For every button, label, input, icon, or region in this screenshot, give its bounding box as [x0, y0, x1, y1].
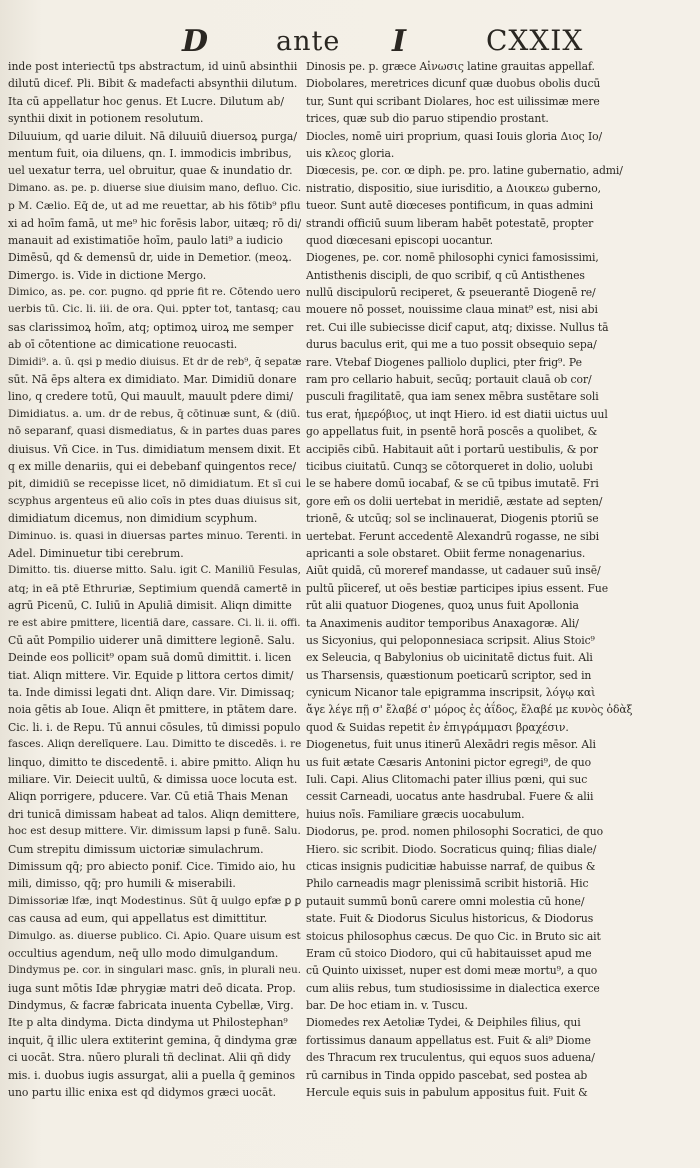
text-line: Cū aūt Pompilio uiderer unā dimittere legionē. Salu. — [8, 633, 295, 647]
text-line: cum aliis rebus, tum studiosissime in dialectica exerce — [306, 981, 600, 995]
text-line: Diluuium, qd uarie diluit. Nā diluuiū diuersoꝝ purga/ — [8, 129, 297, 143]
text-line: synthii dixit in potionem resolutum. — [8, 112, 204, 126]
right-column — [306, 58, 690, 1101]
text-line: miliare. Vir. Deiecit uultū, & dimissa uoce locuta est. — [8, 773, 298, 787]
text-line: diuisus. Vñ Cice. in Tus. dimidiatum mensem dixit. Et — [8, 442, 301, 456]
text-line: scyphus argenteus eū alio coīs in ptes duas diuisus sit, — [8, 494, 301, 507]
text-line: Hercule equis suis in pabulum appositus fuit. Fuit & — [306, 1086, 588, 1100]
text-line: us Tharsensis, quæstionum poeticarū scriptor, sed in — [306, 668, 592, 682]
text-line: Cic. li. i. de Repu. Tū annui cōsules, tū dimissi populo — [8, 720, 301, 734]
text-line: ret. Cui ille subiecisse dicif caput, atq; dixisse. Nullus tā — [306, 320, 609, 334]
text-line: Philo carneadis magr plenissimā scribit historiā. Hic — [306, 877, 589, 891]
text-line: Diminuo. is. quasi in diuersas partes minuo. Terenti. in — [8, 529, 301, 542]
text-line: ab oī cōtentione ac dimicatione reuocasti. — [8, 338, 238, 352]
text-line: q ex mille denariis, qui ei debebanf quingentos rece/ — [8, 459, 297, 473]
text-line: rare. Vtebaf Diogenes palliolo duplici, pter frig⁹. Pe — [306, 355, 582, 369]
text-line: us fuit ætate Cæsaris Antonini pictor egregi⁹, de quo — [306, 755, 592, 769]
text-line: cessit Carneadi, uocatus ante hasdrubal. Fuere & alii — [306, 790, 594, 804]
text-line: quod & Suidas repetit ἐν ἐπιγράμμασι βραχέσιν. — [306, 720, 569, 734]
text-line: Diogenetus, fuit unus itinerū Alexādri regis mēsor. Ali — [306, 738, 596, 752]
text-line: xi ad hoīm famā, ut me⁹ hic forēsis labor, uitæq; rō di/ — [8, 216, 301, 230]
text-line: stoicus philosophus cæcus. De quo Cic. in Bruto sic ait — [306, 929, 601, 943]
text-line: inquit, q̄ illic ulera extiterint gemina, q̄ dindyma græ — [8, 1033, 297, 1047]
text-line: Dimidi⁹. a. ū. qsi p medio diuisus. Et dr de reb⁹, q̄ sepatæ — [8, 356, 301, 368]
text-line: uis κλεος gloria. — [306, 146, 395, 160]
left-column — [8, 58, 301, 1101]
text-line: re est abire pmittere, licentiā dare, cassare. Ci. li. ii. offi. — [8, 617, 301, 629]
text-line: Diocles, nomē uiri proprium, quasi Iouis gloria Διος Ιο/ — [306, 129, 603, 143]
text-line: Dimidiatus. a. um. dr de rebus, q̄ cōtinuæ sunt, & (diū. — [8, 407, 301, 420]
text-line: Dindymus pe. cor. in singulari masc. gnīs, in plurali neu. — [8, 964, 301, 977]
text-line: apricanti a sole obstaret. Obiit ferme nonagenarius. — [306, 546, 586, 560]
text-line: Iuli. Capi. Alius Clitomachi pater illius pœni, qui suc — [306, 773, 588, 787]
text-line: Eram cū stoico Diodoro, qui cū habitauisset apud me — [306, 946, 592, 960]
text-line: mouere nō posset, nouissime claua minat⁹ est, nisi abi — [306, 303, 598, 317]
text-line: quod diœcesani episcopi uocantur. — [306, 233, 493, 247]
text-line: rū carnibus in Tinda oppido pascebat, sed postea ab — [306, 1068, 588, 1082]
text-line: Dimissum qq̄; pro abiecto ponif. Cice. Timido aio, hu — [8, 859, 296, 873]
text-line: trionē, & utcūq; sol se inclinauerat, Diogenis ptoriū se — [306, 512, 599, 526]
text-line: Diodorus, pe. prod. nomen philosophi Socratici, de quo — [306, 825, 603, 839]
header-word: ante — [276, 26, 341, 57]
text-line: Dimulgo. as. diuerse publico. Ci. Apio. Quare uisum est — [8, 929, 301, 942]
text-line: Dinosis pe. p. græce Αἰνωσις latine grauitas appellaf. — [306, 60, 595, 73]
text-line: uertebat. Ferunt accedentē Alexandrū rogasse, ne sibi — [306, 529, 600, 543]
text-line: gore em̄ os dolii uertebat in meridiē, æstate ad septen/ — [306, 494, 603, 508]
text-line: tur, Sunt qui scribant Diolares, hoc est uilissimæ mere — [306, 94, 600, 108]
text-line: nō separanf, quasi dismediatus, & in partes duas pares — [8, 425, 301, 438]
text-line: Dindymus, & facræ fabricata inuenta Cybellæ, Virg. — [8, 999, 294, 1013]
text-line: Ita cū appellatur hoc genus. Et Lucre. Dilutum ab/ — [8, 94, 285, 108]
text-line: accipiēs cibū. Habitauit aūt i portarū uestibulis, & por — [306, 442, 598, 456]
text-line: us Sicyonius, qui peloponnesiaca scripsit. Alius Stoic⁹ — [306, 633, 595, 647]
text-line: ram pro cellario habuit, secūq; portauit clauā ob cor/ — [306, 373, 592, 387]
text-line: Deinde eos pollicit⁹ opam suā domū dimittit. i. licen — [8, 651, 292, 665]
text-line: ticibus ciuitatū. Cunqꝫ se cōtorqueret in dolio, uolubi — [306, 459, 593, 473]
text-line: durus baculus erit, qui me a tuo possit obsequio sepa/ — [306, 338, 597, 352]
text-line: mili, dimisso, qq̄; pro humili & miserabili. — [8, 877, 236, 891]
text-line: cticas insignis pudicitiæ habuisse narraf, de quibus & — [306, 859, 596, 873]
text-line: ex Seleucia, q Babylonius ob uicinitatē dictus fuit. Ali — [306, 651, 593, 665]
text-line: cū Quinto uixisset, nuper est domi meæ mortu⁹, a quo — [306, 964, 598, 978]
text-line: sūt. Nā ēps altera ex dimidiato. Mar. Dimidiū donare — [8, 373, 297, 387]
text-line: le se habere domū iocabaf, & se cū tpibus imutatē. Fri — [306, 477, 599, 491]
text-line: dri tunicā dimissam habeat ad talos. Aliqn demittere, — [8, 807, 300, 821]
text-line: uel uexatur terra, uel obruitur, quae & inundatio dr. — [8, 164, 293, 178]
text-line: sas clarissimoꝝ hoīm, atq; optimoꝝ uiroꝝ me semper — [8, 320, 294, 334]
text-line: Adel. Diminuetur tibi cerebrum. — [8, 546, 184, 560]
text-line: cynicum Nicanor tale epigramma inscripsit, λόγῳ καὶ — [306, 686, 596, 700]
text-line: manauit ad existimatiōe hoīm, paulo lati⁹ a iudicio — [8, 233, 283, 247]
text-line: agrū Picenū, C. Iuliū in Apuliā dimisit. Aliqn dimitte — [8, 599, 292, 613]
text-line: strandi officiū suum liberam habēt potestatē, propter — [306, 216, 594, 230]
text-line: go appellatus fuit, in psentē horā poscēs a quolibet, & — [306, 425, 598, 439]
text-line: Diomedes rex Aetoliæ Tydei, & Deiphiles filius, qui — [306, 1016, 581, 1030]
text-line: ta. Inde dimissi legati dnt. Aliqn dare. Vir. Dimissaq; — [8, 686, 295, 700]
text-line: nistratio, dispositio, siue iurisditio, a Διοικεω guberno, — [306, 181, 601, 195]
text-line: fasces. Aliqn derelīquere. Lau. Dimitto te discedēs. i. re — [8, 738, 301, 751]
text-line: cas causa ad eum, qui appellatus est dimittitur. — [8, 912, 268, 926]
text-line: tus erat, ἡμερόβιος, ut inqt Hiero. id est diatii uictus uul — [306, 407, 608, 421]
text-line: linquo, dimitto te discedentē. i. abire pmitto. Aliqn hu — [8, 755, 301, 769]
header-letter-right: I — [392, 24, 407, 59]
text-line: pit, dimidiū se recepisse licet, nō dimidiatum. Et sī cui — [8, 477, 301, 491]
text-line: uerbis tū. Cic. li. iii. de ora. Qui. ppter tot, tantasq; cau — [8, 303, 301, 316]
text-line: rūt alii quatuor Diogenes, quoꝝ unus fuit Apollonia — [306, 599, 579, 613]
text-line: tueor. Sunt autē diœceses pontificum, in quas admini — [306, 199, 594, 213]
text-line: Dimissoriæ lfæ, inqt Modestinus. Sūt q̄ uulgo epfæ ꝑ ꝑ — [8, 894, 301, 907]
text-line: uno partu illic enixa est qd didymos græci uocāt. — [8, 1086, 277, 1100]
text-line: hoc est desup mittere. Vir. dimissum lapsi p funē. Salu. — [8, 825, 301, 838]
text-line: lino, q credere totū, Qui mauult, mauult pdere dimi/ — [8, 390, 294, 404]
text-line: Dimano. as. pe. p. diuerse siue diuisim mano, defluo. Cic. — [8, 182, 301, 194]
text-line: ta Anaximenis auditor temporibus Anaxagoræ. Ali/ — [306, 616, 579, 630]
text-line: iuga sunt mōtis Idæ phrygiæ matri deō dicata. Prop. — [8, 981, 296, 995]
text-line: Aiūt quidā, cū moreref mandasse, ut cadauer suū insē/ — [306, 564, 601, 578]
text-line: tiat. Aliqn mittere. Vir. Equide p littora certos dimit/ — [8, 668, 294, 682]
text-line: Diobolares, meretrices dicunf quæ duobus obolis ducū — [306, 77, 601, 91]
text-line: Antisthenis discipli, de quo scribif, q cū Antisthenes — [306, 268, 585, 282]
text-line: fortissimus danaum appellatus est. Fuit & ali⁹ Diome — [306, 1033, 591, 1047]
text-line: huius noīs. Familiare græcis uocabulum. — [306, 807, 525, 821]
text-line: Hiero. sic scribit. Diodo. Socraticus quinq; filias diale/ — [306, 842, 597, 856]
text-line: dimidiatum dicemus, non dimidium scyphum. — [8, 512, 258, 526]
text-line: trices, quæ sub dio paruo stipendio prostant. — [306, 112, 549, 126]
folio-number: CXXIX — [486, 24, 584, 57]
text-line: Diogenes, pe. cor. nomē philosophi cynici famosissimi, — [306, 251, 599, 265]
text-line: Dimēsū, qd & demensū dr, uide in Demetior. (meoꝝ. — [8, 251, 292, 265]
text-line: nullū discipulorū reciperet, & pseuerantē Diogenē re/ — [306, 286, 596, 300]
text-line: pultū pīiceref, ut oēs bestiæ participes ipius essent. Fue — [306, 581, 608, 595]
text-line: Ite p alta dindyma. Dicta dindyma ut Philostephan⁹ — [8, 1016, 288, 1030]
text-line: mentum fuit, oia diluens, qn. I. immodicis imbribus, — [8, 146, 292, 160]
text-line: Diœcesis, pe. cor. œ diph. pe. pro. latine gubernatio, admi/ — [306, 164, 623, 178]
text-line: Dimitto. tis. diuerse mitto. Salu. igit C. Maniliū Fesulas, — [8, 564, 301, 577]
text-line: Dimico, as. pe. cor. pugno. qd pprie fit re. Cōtendo uero — [8, 286, 301, 299]
text-line: occultius agendum, neq̄ ullo modo dimulgandum. — [8, 946, 279, 960]
text-line: inde post interiectū tps abstractum, id uinū absinthii — [8, 60, 298, 73]
text-line: Cum strepitu dimissum uictoriæ simulachrum. — [8, 842, 264, 856]
text-line: bar. De hoc etiam in. v. Tuscu. — [306, 999, 468, 1013]
text-line: state. Fuit & Diodorus Siculus historicus, & Diodorus — [306, 912, 594, 926]
running-header — [0, 24, 700, 58]
text-line: pusculi fragilitatē, qua iam senex mēbra sustētare soli — [306, 390, 599, 404]
text-line: dilutū dicef. Pli. Bibit & madefacti absynthii dilutum. — [8, 77, 298, 91]
text-line: noia gētis ab Ioue. Aliqn ēt pmittere, in ptātem dare. — [8, 703, 298, 717]
text-line: p M. Cælio. Eq̄ de, ut ad me reuettar, ab his fōtib⁹ pflu — [8, 199, 301, 213]
text-line: mis. i. duobus iugis assurgat, alii a puella q̄ geminos — [8, 1068, 296, 1082]
text-line: putauit summū bonū carere omni molestia cū hone/ — [306, 894, 585, 908]
text-line: ἄγε λέγε πῇ σ' ἔλαβέ σ' μόρος ἐς ἀΐδος, ἔλαβέ με κυνὸς ὀδὰξ — [306, 703, 633, 717]
header-letter-left: D — [182, 24, 209, 59]
text-line: Dimergo. is. Vide in dictione Mergo. — [8, 268, 207, 282]
text-line: Aliqn porrigere, pducere. Var. Cū etiā Thais Menan — [8, 790, 289, 804]
text-line: ci uocāt. Stra. nūero plurali tñ declinat. Alii qñ didy — [8, 1051, 291, 1065]
text-line: des Thracum rex truculentus, qui equos suos aduena/ — [306, 1051, 595, 1065]
text-line: atq; in eā ptē Ethruriæ, Septimium quendā camertē in — [8, 581, 301, 595]
